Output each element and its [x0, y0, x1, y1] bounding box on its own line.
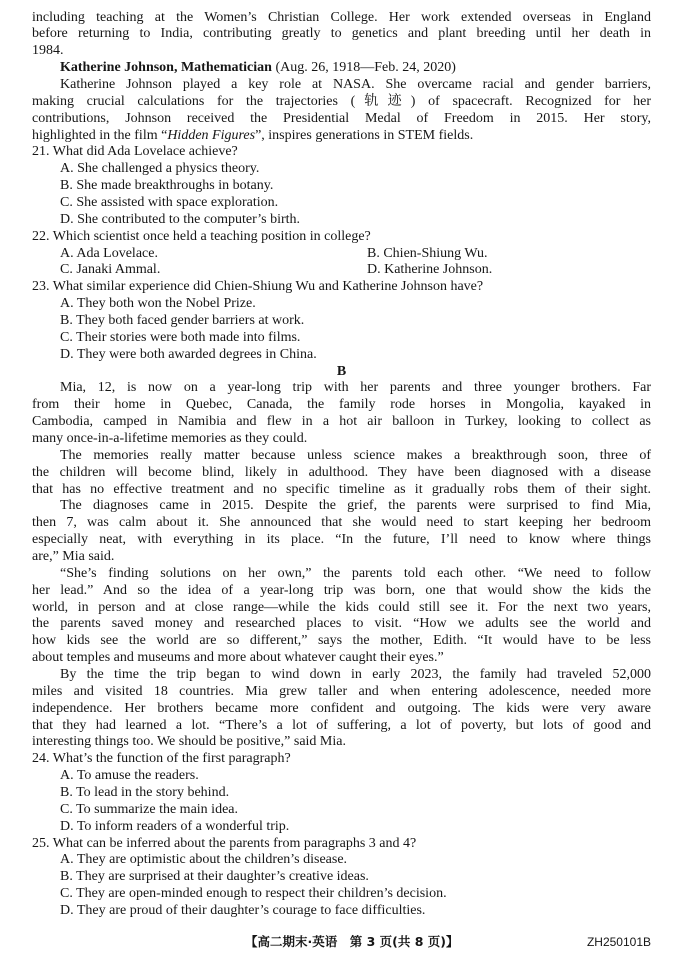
- option-b: B. They are surprised at their daughter’s creative ideas.: [60, 869, 369, 885]
- scientist-dates: (Aug. 26, 1918—Feb. 24, 2020): [275, 60, 456, 76]
- option-b: B. They both faced gender barriers at work.: [60, 312, 305, 328]
- text-line: “She’s finding solutions on her own,” the parents told each other. “We need to follow: [60, 565, 651, 581]
- text-line: interesting things too. We should be positive,” said Mia.: [32, 734, 346, 750]
- text-line: 1984.: [32, 43, 64, 59]
- text-line: that has no effective treatment and no specific timeline as it gradually robs them of their sight.: [32, 481, 651, 497]
- text-line: Cambodia, camped in Namibia and flew in a hot air balloon in Turkey, looking to collect as: [32, 414, 651, 430]
- paragraph-johnson: [32, 77, 651, 144]
- text-line: The diagnoses came in 2015. Despite the grief, the parents were surprised to find Mia,: [60, 498, 651, 514]
- option-c: C. She assisted with space exploration.: [60, 194, 279, 210]
- passage-b-label: B: [336, 363, 347, 379]
- question-25: [32, 836, 651, 920]
- text-line: the children will become blind, likely in adulthood. They have been diagnosed with a disease: [32, 464, 651, 480]
- paragraph-b1: [32, 380, 651, 447]
- text-line: The memories really matter because unless science makes a breakthrough soon, three of: [60, 447, 651, 463]
- page-footer: [32, 934, 651, 950]
- page-info: 【高二期末·英语 第 3 页(共 8 页)】: [245, 934, 459, 949]
- option-c: C. To summarize the main idea.: [60, 801, 238, 817]
- paragraph-b4: [32, 566, 651, 667]
- question-stem: 25. What can be inferred about the parents from paragraphs 3 and 4?: [32, 835, 417, 851]
- question-24: [32, 751, 651, 835]
- option-d: D. She contributed to the computer’s birth.: [60, 211, 301, 227]
- question-22: [32, 229, 651, 280]
- scientist-name: Katherine Johnson, Mathematician: [60, 60, 272, 76]
- option-a: A. Ada Lovelace.: [60, 245, 158, 261]
- film-title: Hidden Figures: [167, 127, 256, 143]
- paragraph-b3: [32, 498, 651, 565]
- option-d: D. To inform readers of a wonderful trip.: [60, 818, 290, 834]
- text-line: Mia, 12, is now on a year-long trip with her parents and three younger brothers. Far: [60, 380, 651, 396]
- text-segment: highlighted in the film “: [32, 127, 168, 143]
- question-stem: 24. What’s the function of the first paragraph?: [32, 751, 291, 767]
- section-heading-johnson: [32, 60, 651, 77]
- text-line: contributions, Johnson received the Presidential Medal of Freedom in 2015. Her story,: [32, 110, 651, 126]
- text-line: about temples and museums and more about whatever caught their eyes.”: [32, 650, 444, 666]
- text-line: are,” Mia said.: [32, 549, 115, 564]
- question-stem: 22. Which scientist once held a teaching position in college?: [32, 228, 371, 244]
- text-line: [32, 128, 651, 145]
- option-d: D. They were both awarded degrees in China.: [60, 346, 317, 362]
- text-line: Katherine Johnson played a key role at NASA. She overcame racial and gender barriers,: [60, 76, 651, 92]
- paragraph-previous: [32, 10, 651, 61]
- text-line: making crucial calculations for the trajectories (轨迹) of spacecraft. Recognized for her: [32, 93, 651, 109]
- option-a: A. To amuse the readers.: [60, 768, 199, 784]
- page-content: [32, 10, 651, 920]
- text-line: miles and visited 18 countries. Mia grew taller and when entering adolescence, needed more: [32, 683, 651, 699]
- text-line: By the time the trip began to wind down in early 2023, the family had traveled 52,000: [60, 667, 651, 683]
- option-a: A. She challenged a physics theory.: [60, 161, 260, 177]
- option-c: C. Janaki Ammal.: [60, 262, 161, 278]
- option-b: B. Chien-Shiung Wu.: [367, 245, 488, 261]
- text-line: how kids see the world are so different,” says the mother, Edith. “It would have to be less: [32, 633, 651, 649]
- text-segment: ”, inspires generations in STEM fields.: [255, 127, 474, 143]
- option-c: C. Their stories were both made into films.: [60, 329, 301, 345]
- option-d: D. Katherine Johnson.: [367, 262, 493, 278]
- paragraph-b2: [32, 448, 651, 499]
- option-row: [32, 246, 651, 263]
- option-b: B. To lead in the story behind.: [60, 785, 230, 801]
- text-line: independence. Her brothers became more confident and outgoing. The kids were very aware: [32, 700, 651, 716]
- option-d: D. They are proud of their daughter’s courage to face difficulties.: [60, 903, 426, 919]
- document-code: ZH250101B: [586, 935, 651, 949]
- question-23: [32, 279, 651, 363]
- text-line: including teaching at the Women’s Christian College. Her work extended overseas in England: [32, 9, 651, 25]
- question-21: [32, 144, 651, 228]
- paragraph-b5: [32, 667, 651, 751]
- text-line: her lead.” And so the idea of a year-long trip was born, one that would show the kids the: [32, 582, 651, 598]
- option-a: A. They both won the Nobel Prize.: [60, 296, 256, 312]
- option-c: C. They are open-minded enough to respect their children’s decision.: [60, 886, 447, 902]
- text-line: especially neat, with everything in its place. “In the future, I’ll need to know where things: [32, 532, 651, 548]
- text-line: world, in person and at close range—while the kids could still see it. For the next two years,: [32, 599, 651, 615]
- text-line: then 7, was calm about it. She announced that she would need to start keeping her bedroom: [32, 515, 651, 531]
- text-line: that they had learned a lot. “There’s a lot of suffering, a lot of poverty, but lots of good and: [32, 717, 651, 733]
- question-stem: 23. What similar experience did Chien-Shiung Wu and Katherine Johnson have?: [32, 279, 484, 295]
- option-b: B. She made breakthroughs in botany.: [60, 178, 274, 194]
- text-line: before returning to India, contributing greatly to genetics and plant breeding until her death in: [32, 26, 651, 42]
- question-stem: 21. What did Ada Lovelace achieve?: [32, 144, 238, 160]
- text-line: the parents saved money and researched places to visit. “How we adults see the world and: [32, 616, 651, 632]
- text-line: many once-in-a-lifetime memories as they could.: [32, 430, 308, 446]
- option-row: [32, 262, 651, 279]
- text-line: from their home in Quebec, Canada, the family rode horses in Mongolia, kayaked in: [32, 397, 651, 413]
- option-a: A. They are optimistic about the children’s disease.: [60, 852, 348, 868]
